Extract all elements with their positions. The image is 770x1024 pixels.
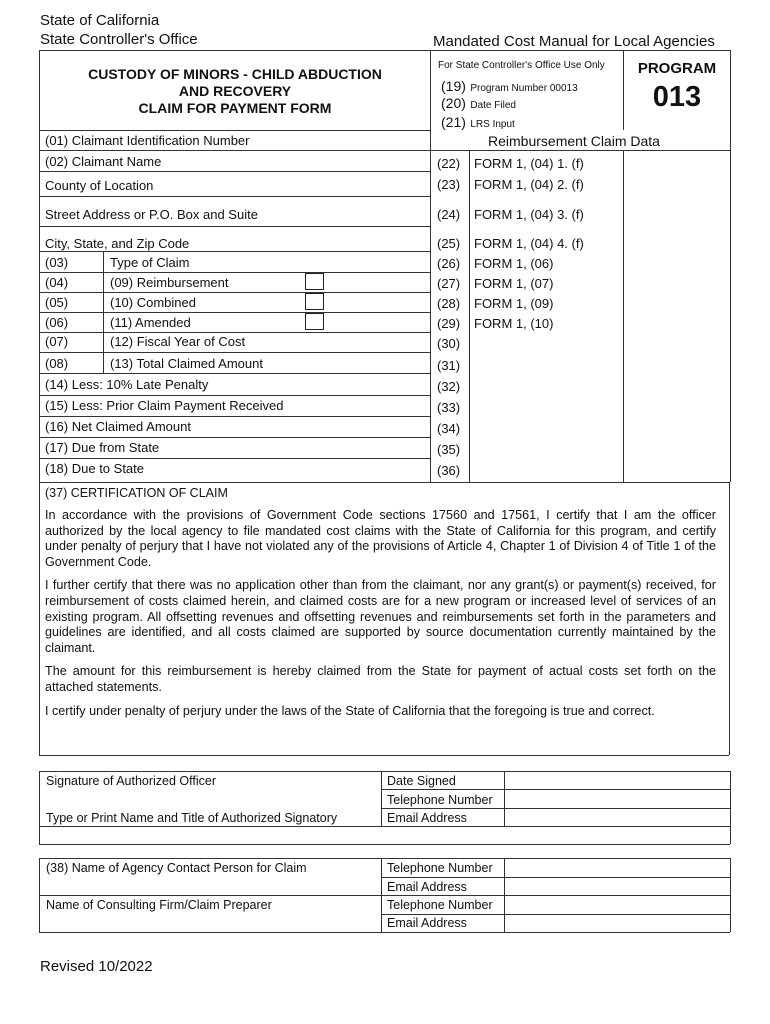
agency-contact-label: (38) Name of Agency Contact Person for Claim — [46, 861, 307, 875]
county-label: County of Location — [45, 178, 154, 193]
right-row-num: (29) — [437, 316, 461, 331]
right-row-label: FORM 1, (07) — [474, 276, 554, 291]
claim-row-num: (06) — [45, 315, 69, 330]
form-title — [40, 66, 430, 117]
right-row-label: FORM 1, (04) 3. (f) — [474, 207, 584, 222]
amended-checkbox[interactable] — [305, 313, 324, 330]
claim-row-label: Type of Claim — [110, 255, 190, 270]
prior-payment-label: (15) Less: Prior Claim Payment Received — [45, 398, 284, 413]
state-label: State of California — [40, 12, 160, 29]
office-use-label: For State Controller's Office Use Only — [438, 60, 605, 71]
right-row-num: (35) — [437, 442, 461, 457]
right-row-num: (27) — [437, 276, 461, 291]
claim-row-label: (13) Total Claimed Amount — [110, 356, 263, 371]
claim-row-num: (04) — [45, 275, 69, 290]
signature-telephone-label: Telephone Number — [387, 793, 493, 807]
office-field-20: (20) Date Filed — [441, 95, 516, 111]
combined-checkbox[interactable] — [305, 293, 324, 310]
right-row-label: FORM 1, (04) 1. (f) — [474, 156, 584, 171]
office-field-21: (21) LRS Input — [441, 114, 515, 130]
right-row-num: (23) — [437, 177, 461, 192]
right-row-num: (34) — [437, 421, 461, 436]
consulting-firm-label: Name of Consulting Firm/Claim Preparer — [46, 898, 272, 912]
firm-telephone-label: Telephone Number — [387, 898, 493, 912]
office-use-fields — [441, 78, 578, 131]
right-row-num: (33) — [437, 400, 461, 415]
right-row-label: FORM 1, (06) — [474, 256, 554, 271]
reimbursement-header: Reimbursement Claim Data — [488, 133, 660, 149]
certification-paragraph: I certify under penalty of perjury under the laws of the State of California that the foregoing is true and correct. — [45, 703, 655, 718]
right-row-num: (24) — [437, 207, 461, 222]
claim-row-num: (08) — [45, 356, 69, 371]
net-claimed-label: (16) Net Claimed Amount — [45, 419, 191, 434]
right-row-num: (28) — [437, 296, 461, 311]
claimant-id-label: (01) Claimant Identification Number — [45, 133, 250, 148]
firm-email-label: Email Address — [387, 916, 467, 930]
right-row-num: (26) — [437, 256, 461, 271]
revised-date: Revised 10/2022 — [40, 958, 153, 975]
office-label: State Controller's Office — [40, 31, 198, 48]
certification-heading: (37) CERTIFICATION OF CLAIM — [45, 486, 228, 500]
right-row-label: FORM 1, (10) — [474, 316, 554, 331]
claim-row-label: (09) Reimbursement — [110, 275, 229, 290]
city-label: City, State, and Zip Code — [45, 236, 190, 251]
signature-officer-label: Signature of Authorized Officer — [46, 774, 217, 788]
right-row-num: (32) — [437, 379, 461, 394]
right-row-label: FORM 1, (04) 2. (f) — [474, 177, 584, 192]
right-row-num: (31) — [437, 358, 461, 373]
certification-paragraph: In accordance with the provisions of Government Code sections 17560 and 17561, I certify that I am the officer authorized by the local agency to file mandated cost claims with the State of California for this program, and certify under penalty of perjury that I have not violated any of the provisions of Article 4, Chapter 1 of Division 4 of Title 1 of the Government Code. — [45, 508, 716, 569]
manual-title: Mandated Cost Manual for Local Agencies — [433, 33, 715, 50]
claim-row-label: (12) Fiscal Year of Cost — [110, 334, 246, 349]
claim-row-label: (11) Amended — [110, 315, 191, 330]
certification-paragraph: I further certify that there was no application other than from the claimant, nor any grant(s) or payment(s) received, for reimbursement of costs claimed herein, and claimed costs are for a new program or increased level of services of an existing program. All offsetting revenues and offsetting revenues and reimbursements set forth in the parameters and guidelines are identified, and all costs claimed are supported by source documentation currently maintained by the claimant. — [45, 578, 716, 655]
certification-paragraph: The amount for this reimbursement is hereby claimed from the State for payment of actual costs set forth on the attached statements. — [45, 664, 716, 694]
claimant-name-label: (02) Claimant Name — [45, 154, 162, 169]
form-title-line-2: AND RECOVERY — [178, 83, 292, 99]
reimbursement-checkbox[interactable] — [305, 273, 324, 290]
date-signed-label: Date Signed — [387, 774, 456, 788]
right-row-num: (30) — [437, 336, 461, 351]
certification-body — [45, 508, 716, 719]
due-to-state-label: (18) Due to State — [45, 461, 144, 476]
claim-row-label: (10) Combined — [110, 295, 196, 310]
contact-email-label: Email Address — [387, 880, 467, 894]
signature-email-label: Email Address — [387, 811, 467, 825]
due-from-state-label: (17) Due from State — [45, 440, 160, 455]
claim-row-num: (07) — [45, 334, 69, 349]
claim-row-num: (03) — [45, 255, 69, 270]
right-row-num: (25) — [437, 236, 461, 251]
form-title-line-3: CLAIM FOR PAYMENT FORM — [138, 100, 332, 116]
right-row-num: (36) — [437, 463, 461, 478]
street-label: Street Address or P.O. Box and Suite — [45, 207, 258, 222]
claim-row-num: (05) — [45, 295, 69, 310]
right-row-label: FORM 1, (04) 4. (f) — [474, 236, 584, 251]
print-name-label: Type or Print Name and Title of Authorized Signatory — [46, 811, 338, 825]
right-row-num: (22) — [437, 156, 461, 171]
program-number: 013 — [652, 81, 702, 113]
late-penalty-label: (14) Less: 10% Late Penalty — [45, 377, 209, 392]
program-label: PROGRAM — [637, 60, 717, 77]
form-title-line-1: CUSTODY OF MINORS - CHILD ABDUCTION — [88, 66, 382, 82]
right-row-label: FORM 1, (09) — [474, 296, 554, 311]
office-field-19: (19) Program Number 00013 — [441, 78, 578, 94]
contact-telephone-label: Telephone Number — [387, 861, 493, 875]
